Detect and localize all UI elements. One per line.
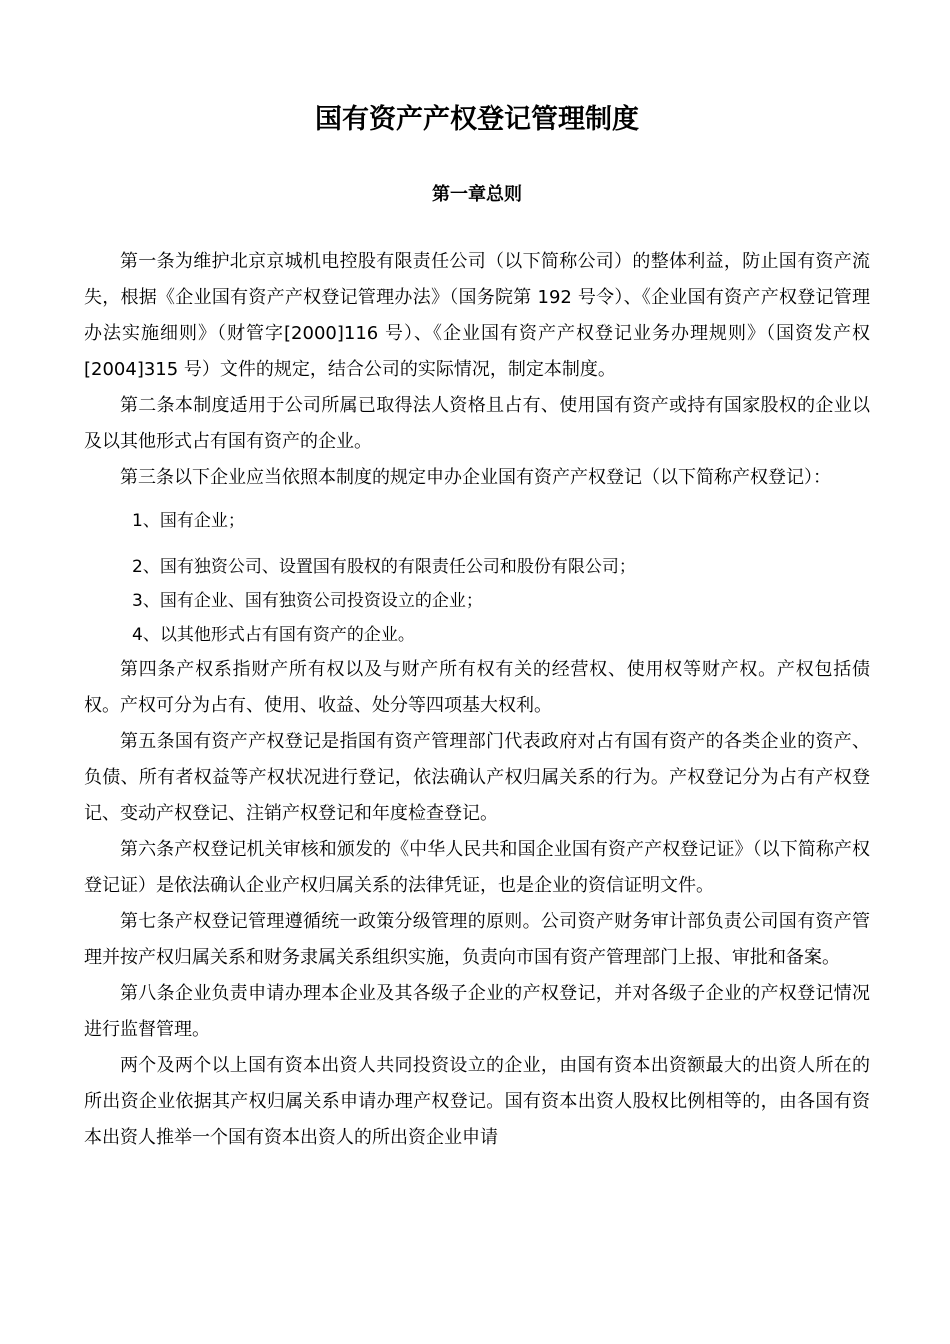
document-body — [84, 244, 870, 1156]
article-2: 第二条本制度适用于公司所属已取得法人资格且占有、使用国有资产或持有国家股权的企业以及以其他形式占有国有资产的企业。 — [84, 395, 870, 452]
list-item-1: 1、国有企业； — [132, 511, 245, 531]
article-8-continuation: 两个及两个以上国有资本出资人共同投资设立的企业，由国有资本出资额最大的出资人所在的所出资企业依据其产权归属关系申请办理产权登记。国有资本出资人股权比例相等的，由各国有资本出资人推举一个国有资本出资人的所出资企业申请 — [84, 1055, 870, 1148]
list-item-4: 4、以其他形式占有国有资产的企业。 — [132, 625, 415, 645]
document-title: 国有资产产权登记管理制度 — [315, 104, 639, 135]
article-6: 第六条产权登记机关审核和颁发的《中华人民共和国企业国有资产产权登记证》（以下简称产权登记证）是依法确认企业产权归属关系的法律凭证，也是企业的资信证明文件。 — [84, 839, 870, 896]
article-8: 第八条企业负责申请办理本企业及其各级子企业的产权登记，并对各级子企业的产权登记情况进行监督管理。 — [84, 983, 870, 1040]
article-1: 第一条为维护北京京城机电控股有限责任公司（以下简称公司）的整体利益，防止国有资产流失，根据《企业国有资产产权登记管理办法》（国务院第 192 号令）、《企业国有资产产权登记管理办法实施细则》（财管字[2000]116 号）、《企业国有资产产权登记业务办理规则》（国资发产权[2004]315 号）文件的规定，结合公司的实际情况，制定本制度。 — [84, 251, 870, 380]
article-7: 第七条产权登记管理遵循统一政策分级管理的原则。公司资产财务审计部负责公司国有资产管理并按产权归属关系和财务隶属关系组织实施，负责向市国有资产管理部门上报、审批和备案。 — [84, 911, 870, 968]
list-item-2: 2、国有独资公司、设置国有股权的有限责任公司和股份有限公司； — [132, 557, 636, 577]
article-4: 第四条产权系指财产所有权以及与财产所有权有关的经营权、使用权等财产权。产权包括债权。产权可分为占有、使用、收益、处分等四项基大权利。 — [84, 659, 870, 716]
article-3: 第三条以下企业应当依照本制度的规定申办企业国有资产产权登记（以下简称产权登记）： — [120, 467, 831, 488]
chapter-title: 第一章总则 — [432, 184, 522, 205]
document-page — [84, 0, 870, 1344]
list-item-3: 3、国有企业、国有独资公司投资设立的企业； — [132, 591, 483, 611]
article-5: 第五条国有资产产权登记是指国有资产管理部门代表政府对占有国有资产的各类企业的资产、负债、所有者权益等产权状况进行登记，依法确认产权归属关系的行为。产权登记分为占有产权登记、变动产权登记、注销产权登记和年度检查登记。 — [84, 731, 870, 824]
